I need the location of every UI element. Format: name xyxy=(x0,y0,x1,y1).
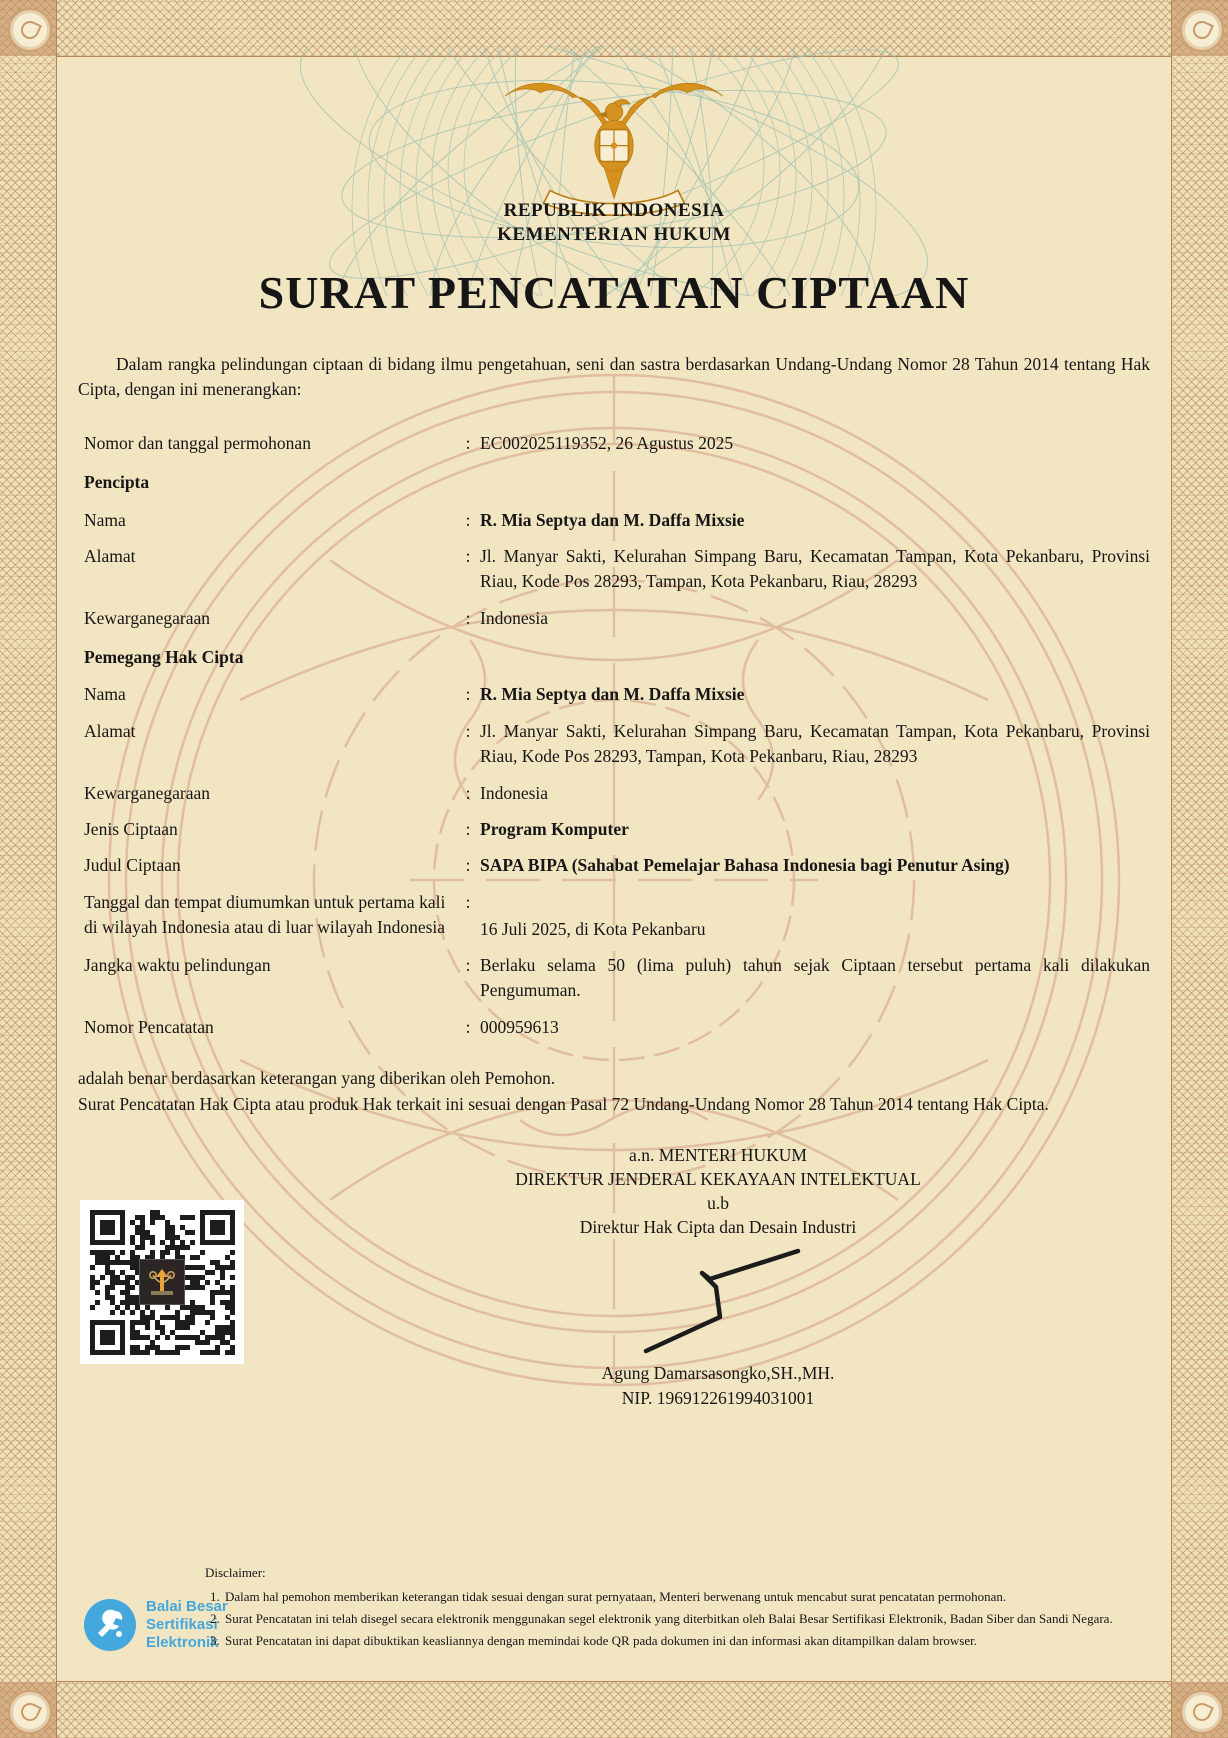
colon: : xyxy=(465,955,471,975)
colon: : xyxy=(465,855,471,876)
field-pemegang-kewarganegaraan xyxy=(78,781,1150,806)
border-bottom xyxy=(0,1681,1228,1738)
field-nomor-pencatatan xyxy=(78,1015,1150,1040)
border-top xyxy=(0,0,1228,57)
colon: : xyxy=(465,782,471,803)
closing-line-2: Surat Pencatatan Hak Cipta atau produk Hak terkait ini sesuai dengan Pasal 72 Undang-Undang Nomor 28 Tahun 2014 tentang Hak Cipta. xyxy=(78,1093,1049,1114)
field-value: Jl. Manyar Sakti, Kelurahan Simpang Baru, Kecamatan Tampan, Kota Pekanbaru, Provinsi Riau, Kode Pos 28293, Tampan, Kota Pekanbaru, Riau, 28293 xyxy=(480,720,1150,767)
closing-statement xyxy=(78,1066,1150,1117)
field-value: 16 Juli 2025, di Kota Pekanbaru xyxy=(480,918,706,939)
field-value: 000959613 xyxy=(480,1016,559,1037)
field-pemegang-alamat xyxy=(78,719,1150,770)
field-value: Jl. Manyar Sakti, Kelurahan Simpang Baru, Kecamatan Tampan, Kota Pekanbaru, Provinsi Riau, Kode Pos 28293, Tampan, Kota Pekanbaru, Riau, 28293 xyxy=(480,545,1150,592)
colon: : xyxy=(465,891,471,912)
field-label: Nama xyxy=(84,684,126,705)
field-value: Indonesia xyxy=(480,782,549,803)
field-jenis-ciptaan xyxy=(78,817,1150,842)
balai-line-1: Balai Besar xyxy=(146,1598,228,1615)
disclaimer-title: Disclaimer: xyxy=(205,1565,266,1580)
disclaimer-list xyxy=(205,1586,1158,1652)
field-label: Jenis Ciptaan xyxy=(84,818,178,839)
field-label: Judul Ciptaan xyxy=(84,855,181,876)
ministry-line-2: KEMENTERIAN HUKUM xyxy=(497,224,731,245)
disclaimer-item: 1. Dalam hal pemohon memberikan keterangan tidak sesuai dengan surat pernyataan, Menteri berwenang untuk mencabut surat pencatatan permohonan. xyxy=(223,1586,1158,1608)
field-label: Nomor Pencatatan xyxy=(84,1016,214,1037)
disclaimer-block xyxy=(205,1562,1158,1652)
border-right xyxy=(1171,0,1228,1738)
colon: : xyxy=(465,607,471,628)
field-value: Indonesia xyxy=(480,607,549,628)
signature-authority-2: DIREKTUR JENDERAL KEKAYAAN INTELEKTUAL xyxy=(515,1169,921,1190)
balai-line-3: Elektronik xyxy=(146,1634,219,1651)
page-title: SURAT PENCATATAN CIPTAAN xyxy=(258,267,970,318)
garuda-emblem-icon xyxy=(489,56,739,216)
signature-authority-3: Direktur Hak Cipta dan Desain Industri xyxy=(579,1217,857,1238)
field-value: EC002025119352, 26 Agustus 2025 xyxy=(480,432,734,453)
field-value: SAPA BIPA (Sahabat Pemelajar Bahasa Indonesia bagi Penutur Asing) xyxy=(480,855,1010,876)
field-pencipta-kewarganegaraan xyxy=(78,606,1150,631)
colon: : xyxy=(465,545,471,566)
field-nomor-permohonan xyxy=(78,431,1150,456)
corner-medallion-bottom-right xyxy=(1172,1682,1228,1738)
field-tanggal-diumumkan xyxy=(78,890,1150,942)
signature-mark xyxy=(588,1243,848,1361)
field-label: Tanggal dan tempat diumumkan untuk pertama kali di wilayah Indonesia atau di luar wilayah Indonesia xyxy=(84,891,446,937)
field-value: R. Mia Septya dan M. Daffa Mixsie xyxy=(480,684,745,705)
field-label: Nama xyxy=(84,509,126,530)
colon: : xyxy=(465,1016,471,1037)
colon: : xyxy=(465,509,471,530)
field-pencipta-alamat xyxy=(78,544,1150,595)
field-judul-ciptaan xyxy=(78,853,1150,878)
field-value: Berlaku selama 50 (lima puluh) tahun sejak Ciptaan tersebut pertama kali dilakukan Pengumuman. xyxy=(480,955,1150,1001)
signatory-nip: NIP. 196912261994031001 xyxy=(621,1387,815,1408)
intro-paragraph: Dalam rangka pelindungan ciptaan di bidang ilmu pengetahuan, seni dan sastra berdasarkan Undang-Undang Nomor 28 Tahun 2014 tentang Hak Cipta, dengan ini menerangkan: xyxy=(78,354,1150,400)
djki-qr-logo-icon xyxy=(139,1259,185,1305)
field-value: R. Mia Septya dan M. Daffa Mixsie xyxy=(480,509,745,530)
balai-besar-logo-icon xyxy=(84,1599,136,1651)
field-label: Kewarganegaraan xyxy=(84,607,210,628)
balai-line-2: Sertifikasi xyxy=(146,1616,218,1633)
corner-medallion-bottom-left xyxy=(0,1682,56,1738)
colon: : xyxy=(465,432,471,453)
signature-block xyxy=(338,1143,1098,1410)
field-pemegang-nama xyxy=(78,682,1150,707)
section-pemegang: Pemegang Hak Cipta xyxy=(84,647,244,667)
colon: : xyxy=(465,684,471,705)
closing-line-1: adalah benar berdasarkan keterangan yang diberikan oleh Pemohon. xyxy=(78,1068,556,1089)
disclaimer-item: 3. Surat Pencatatan ini dapat dibuktikan keasliannya dengan memindai kode QR pada dokumen ini dan informasi akan ditampilkan dalam browser. xyxy=(223,1630,1158,1652)
field-jangka-waktu xyxy=(78,953,1150,1004)
field-pencipta-nama xyxy=(78,508,1150,533)
field-label: Nomor dan tanggal permohonan xyxy=(84,432,311,453)
corner-medallion-top-left xyxy=(0,0,56,56)
field-value: Program Komputer xyxy=(480,818,629,839)
section-pencipta: Pencipta xyxy=(84,472,150,493)
qr-code xyxy=(80,1200,244,1364)
qr-grid xyxy=(90,1210,235,1355)
field-label: Alamat xyxy=(84,720,136,741)
corner-medallion-top-right xyxy=(1172,0,1228,56)
border-left xyxy=(0,0,57,1738)
signature-ub: u.b xyxy=(707,1193,729,1214)
signature-authority-1: a.n. MENTERI HUKUM xyxy=(629,1144,807,1165)
field-label: Kewarganegaraan xyxy=(84,782,210,803)
colon: : xyxy=(465,818,471,839)
ministry-line-1: REPUBLIK INDONESIA xyxy=(503,200,725,221)
field-label: Alamat xyxy=(84,545,136,566)
colon: : xyxy=(465,720,471,741)
signatory-name: Agung Damarsasongko,SH.,MH. xyxy=(601,1363,835,1384)
field-label: Jangka waktu pelindungan xyxy=(84,955,271,975)
disclaimer-item: 2. Surat Pencatatan ini telah disegel secara elektronik menggunakan segel elektronik yang diterbitkan oleh Balai Besar Sertifikasi Elektronik, Badan Siber dan Sandi Negara. xyxy=(223,1608,1158,1630)
